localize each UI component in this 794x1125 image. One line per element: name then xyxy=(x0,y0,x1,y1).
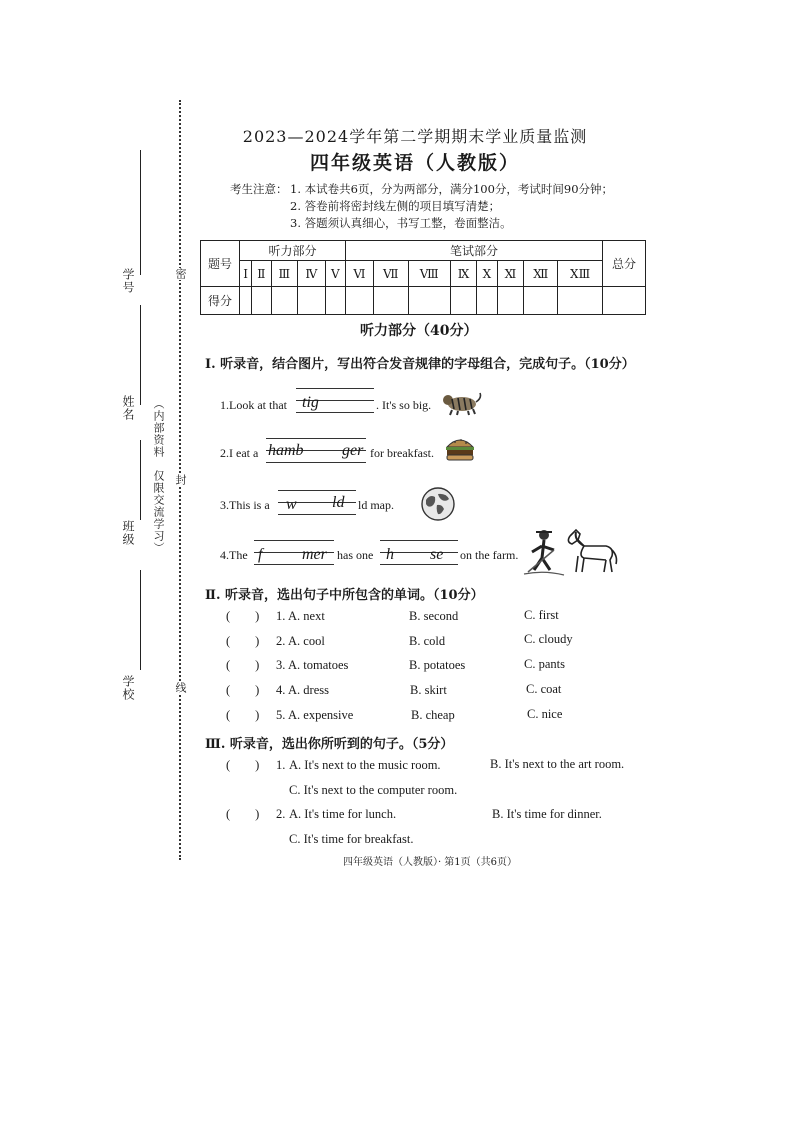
seal-char-2: 封 xyxy=(174,474,187,486)
q3-item1-number: 1. xyxy=(276,758,286,772)
q1-item4-handwriting-3[interactable]: h xyxy=(386,546,394,563)
q3-item1-option-a[interactable]: A. It's next to the music room. xyxy=(289,758,441,772)
page-footer: 四年级英语（人教版）· 第1页（共6页） xyxy=(342,857,518,868)
row-label-score: 得分 xyxy=(201,287,240,315)
q2-item1-option-c[interactable]: C. first xyxy=(524,608,559,622)
answer-blank[interactable]: ( ) xyxy=(226,609,260,623)
q2-item3-option-a[interactable]: A. tomatoes xyxy=(288,658,349,672)
score-cell[interactable] xyxy=(408,287,450,315)
q2-item2-option-b[interactable]: B. cold xyxy=(409,634,446,648)
score-cell[interactable] xyxy=(252,287,271,315)
score-cell[interactable] xyxy=(477,287,497,315)
q1-item3-handwriting-2[interactable]: ld xyxy=(332,494,345,511)
q2-item4-number: 4. xyxy=(276,683,286,697)
q2-item5-option-b[interactable]: B. cheap xyxy=(411,708,455,722)
q1-item3-pre: 3.This is a xyxy=(220,498,270,512)
q3-item2-option-c[interactable]: C. It's time for breakfast. xyxy=(289,832,414,846)
horse-icon xyxy=(562,526,620,576)
q3-item2-option-a[interactable]: A. It's time for lunch. xyxy=(289,807,397,821)
numeral-cell: Ⅵ xyxy=(346,261,374,287)
hamburger-icon xyxy=(444,434,476,464)
exam-subtitle: 四年级英语（人教版） xyxy=(309,152,520,174)
q2-item2-option-c[interactable]: C. cloudy xyxy=(524,632,573,646)
notice-1: 1. 本试卷共6页，分为两部分，满分100分，考试时间90分钟； xyxy=(290,182,614,196)
school-label: 学校 xyxy=(121,675,135,701)
q1-item1-handwriting[interactable]: tig xyxy=(302,394,319,411)
seal-char-3: 线 xyxy=(174,682,187,694)
q2-item2-number: 2. xyxy=(276,634,286,648)
name-label: 姓名 xyxy=(121,395,135,421)
notice-3: 3. 答题须认真细心，书写工整，卷面整洁。 xyxy=(290,216,512,230)
writing-header: 笔试部分 xyxy=(346,241,603,261)
q2-item3-number: 3. xyxy=(276,658,286,672)
q1-item2-pre: 2.I eat a xyxy=(220,446,259,460)
score-cell[interactable] xyxy=(450,287,477,315)
q1-item4-handwriting-2[interactable]: mer xyxy=(302,546,327,563)
score-cell[interactable] xyxy=(298,287,326,315)
numeral-cell: Ⅱ xyxy=(252,261,271,287)
numeral-cell: Ⅲ xyxy=(271,261,298,287)
q2-item4-option-b[interactable]: B. skirt xyxy=(410,683,447,697)
q2-item5-number: 5. xyxy=(276,708,286,722)
answer-blank[interactable]: ( ) xyxy=(226,658,260,672)
numeral-cell: Ⅷ xyxy=(408,261,450,287)
total-score-cell[interactable] xyxy=(603,287,646,315)
q1-item4-handwriting-4[interactable]: se xyxy=(430,546,444,563)
score-cell[interactable] xyxy=(346,287,374,315)
q1-item2-handwriting-2[interactable]: ger xyxy=(342,442,364,459)
q2-item5-option-c[interactable]: C. nice xyxy=(527,707,563,721)
q2-item4-option-c[interactable]: C. coat xyxy=(526,682,562,696)
numeral-cell: Ⅺ xyxy=(497,261,524,287)
q1-item4-mid: has one xyxy=(337,548,374,562)
internal-note: （内部资料 仅限交流学习） xyxy=(152,398,165,554)
q3-item1-option-b[interactable]: B. It's next to the art room. xyxy=(490,757,625,771)
score-cell[interactable] xyxy=(271,287,298,315)
q2-item1-option-a[interactable]: A. next xyxy=(288,609,325,623)
q2-item4-option-a[interactable]: A. dress xyxy=(288,683,329,697)
q1-item3-post: ld map. xyxy=(358,498,394,512)
listening-section-title: 听力部分（40分） xyxy=(360,323,478,339)
score-cell[interactable] xyxy=(373,287,408,315)
q1-item1-pre: 1.Look at that xyxy=(220,398,287,412)
numeral-cell: Ⅴ xyxy=(325,261,345,287)
q3-item2-number: 2. xyxy=(276,807,286,821)
score-table xyxy=(200,240,646,315)
numeral-cell: Ⅻ xyxy=(524,261,558,287)
farmer-icon xyxy=(522,526,566,578)
q2-item3-option-c[interactable]: C. pants xyxy=(524,657,565,671)
q3-item1-option-c[interactable]: C. It's next to the computer room. xyxy=(289,783,458,797)
score-cell[interactable] xyxy=(497,287,524,315)
listening-header: 听力部分 xyxy=(240,241,346,261)
q1-item4-post: on the farm. xyxy=(460,548,519,562)
numeral-cell: Ⅳ xyxy=(298,261,326,287)
q1-item1-post: . It's so big. xyxy=(376,398,432,412)
student-no-label: 学号 xyxy=(121,268,135,294)
q2-title: Ⅱ. 听录音，选出句子中所包含的单词。（10分） xyxy=(205,588,484,603)
tiger-icon xyxy=(440,390,482,416)
score-cell[interactable] xyxy=(325,287,345,315)
q3-item2-option-b[interactable]: B. It's time for dinner. xyxy=(492,807,602,821)
class-label: 班级 xyxy=(121,520,135,546)
numeral-cell: Ⅶ xyxy=(373,261,408,287)
numeral-cell: Ⅰ xyxy=(240,261,252,287)
answer-blank[interactable]: ( ) xyxy=(226,708,260,722)
q1-item4-handwriting-1[interactable]: f xyxy=(258,546,263,563)
q3-title: Ⅲ. 听录音，选出你所听到的句子。（5分） xyxy=(205,737,454,752)
q2-item1-option-b[interactable]: B. second xyxy=(409,609,459,623)
numeral-cell: ⅩⅢ xyxy=(558,261,603,287)
q1-item2-handwriting-1[interactable]: hamb xyxy=(268,442,304,459)
q2-item1-number: 1. xyxy=(276,609,286,623)
score-cell[interactable] xyxy=(558,287,603,315)
score-cell[interactable] xyxy=(524,287,558,315)
q1-item3-handwriting-1[interactable]: w xyxy=(286,496,297,513)
world-map-icon xyxy=(420,486,456,522)
q1-title: Ⅰ. 听录音，结合图片，写出符合发音规律的字母组合，完成句子。（10分） xyxy=(205,357,635,372)
q1-item2-post: for breakfast. xyxy=(370,446,434,460)
q1-item4-pre: 4.The xyxy=(220,548,248,562)
q2-item5-option-a[interactable]: A. expensive xyxy=(288,708,354,722)
exam-title: 2023—2024学年第二学期期末学业质量监测 xyxy=(242,127,588,146)
numeral-cell: Ⅹ xyxy=(477,261,497,287)
score-cell[interactable] xyxy=(240,287,252,315)
answer-blank[interactable]: ( ) xyxy=(226,683,260,697)
seal-char-1: 密 xyxy=(174,268,187,280)
numeral-cell: Ⅸ xyxy=(450,261,477,287)
notice-2: 2. 答卷前将密封线左侧的项目填写清楚； xyxy=(290,199,501,213)
answer-blank[interactable]: ( ) xyxy=(226,758,260,772)
total-header: 总分 xyxy=(603,241,646,287)
answer-blank[interactable]: ( ) xyxy=(226,807,260,821)
notice-label: 考生注意： xyxy=(230,182,288,196)
row-label-number: 题号 xyxy=(201,241,240,287)
answer-blank[interactable]: ( ) xyxy=(226,634,260,648)
q2-item2-option-a[interactable]: A. cool xyxy=(288,634,325,648)
q2-item3-option-b[interactable]: B. potatoes xyxy=(409,658,466,672)
